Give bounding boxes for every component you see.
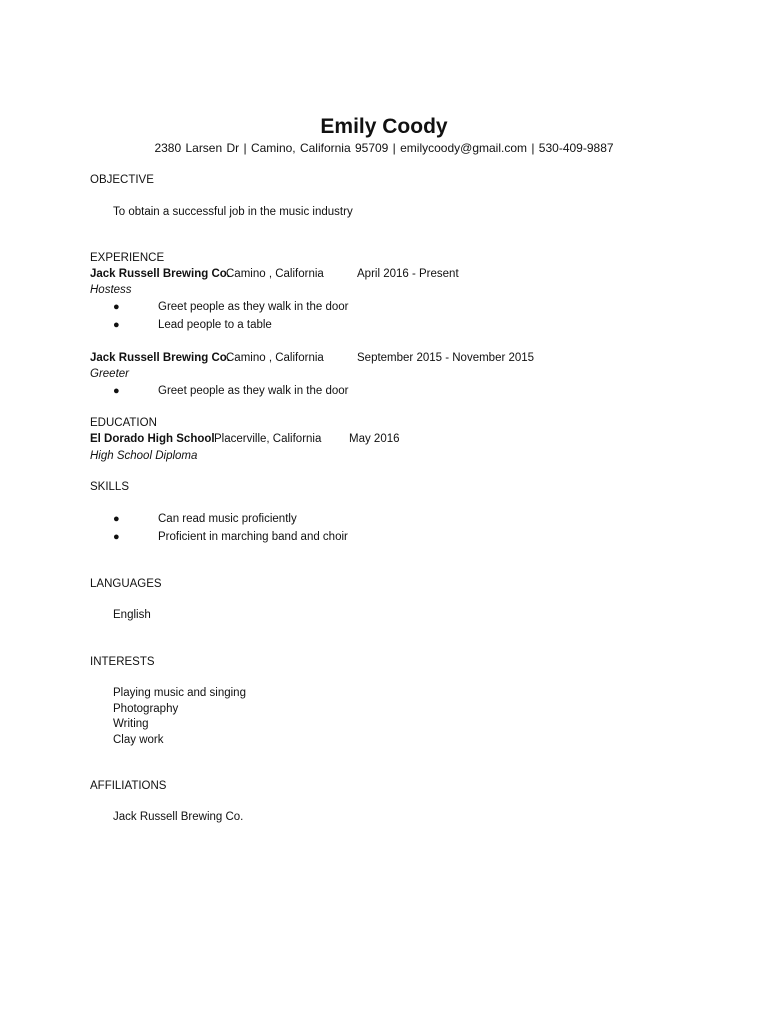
job-role: Greeter [90,368,129,380]
job-role: Hostess [90,284,132,296]
job-location: Camino , California [226,352,324,364]
bullet-icon: ● [113,531,120,543]
school-location: Placerville, California [214,433,322,445]
bullet-icon: ● [113,301,120,313]
interest-item: Clay work [113,734,164,746]
graduation-date: May 2016 [349,433,400,445]
bullet-icon: ● [113,513,120,525]
job-duty: Lead people to a table [158,319,272,331]
education-heading: EDUCATION [90,417,157,429]
interest-item: Writing [113,718,149,730]
languages-heading: LANGUAGES [90,578,162,590]
affiliations-heading: AFFILIATIONS [90,780,167,792]
affiliation-item: Jack Russell Brewing Co. [113,811,244,823]
experience-heading: EXPERIENCE [90,252,165,264]
job-duty: Greet people as they walk in the door [158,301,349,313]
contact-line: 2380 Larsen Dr | Camino, California 95709 | emilycoody@gmail.com | 530-409-9887 [154,141,614,155]
job-duty: Greet people as they walk in the door [158,385,349,397]
interests-heading: INTERESTS [90,656,155,668]
degree: High School Diploma [90,450,198,462]
school-name: El Dorado High School [90,433,215,445]
interest-item: Playing music and singing [113,687,246,699]
bullet-icon: ● [113,319,120,331]
skills-heading: SKILLS [90,481,129,493]
skill-item: Can read music proficiently [158,513,297,525]
language-item: English [113,609,151,621]
job-company: Jack Russell Brewing Co. [90,268,230,280]
job-dates: April 2016 - Present [357,268,459,280]
interest-item: Photography [113,703,179,715]
job-dates: September 2015 - November 2015 [357,352,535,364]
skill-item: Proficient in marching band and choir [158,531,348,543]
job-location: Camino , California [226,268,324,280]
resume-name: Emily Coody [320,115,448,138]
bullet-icon: ● [113,385,120,397]
objective-heading: OBJECTIVE [90,174,154,186]
objective-text: To obtain a successful job in the music industry [113,206,353,218]
job-company: Jack Russell Brewing Co. [90,352,230,364]
